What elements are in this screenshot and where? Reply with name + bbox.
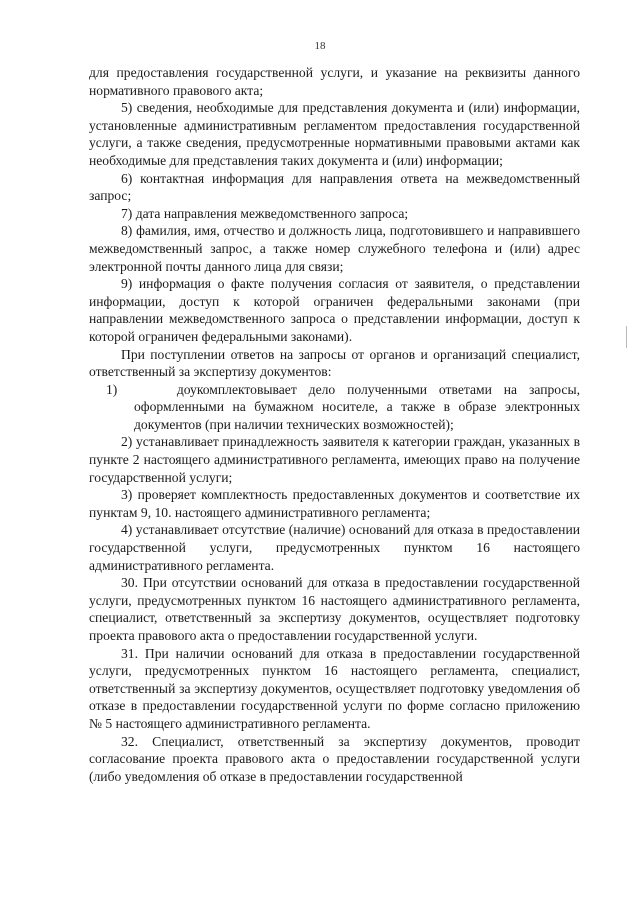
paragraph-item-5: 5) сведения, необходимые для представления документа и (или) информации, установленные административным регламентом предоставления государственной услуги, а также сведения, предусмотренные нормативными правовыми актами как необходимые для представления таких документа и (или) информации; (89, 100, 580, 168)
paragraph-item-6: 6) контактная информация для направления ответа на межведомственный запрос; (89, 170, 580, 204)
paragraph-item-8: 8) фамилия, имя, отчество и должность лица, подготовившего и направившего межведомственный запрос, а также номер служебного телефона и (или) адрес электронной почты данного лица для связи; (89, 223, 580, 274)
document-body (89, 64, 580, 785)
scan-mark (626, 326, 627, 348)
paragraph-item-7: 7) дата направления межведомственного запроса; (121, 205, 409, 221)
paragraph-item-9: 9) информация о факте получения согласия от заявителя, о представлении информации, доступ к которой ограничен федеральными законами (при направлении межведомственного запроса о представлении информации, доступ к которой ограничен федеральными законами). (89, 276, 580, 344)
paragraph-responses-intro: При поступлении ответов на запросы от органов и организаций специалист, ответственный за экспертизу документов: (89, 346, 580, 380)
paragraph-step-1: 1) доукомплектовывает дело полученными ответами на запросы, оформленными на бумажном носителе, а также в образе электронных документов (при наличии технических возможностей); (106, 381, 580, 432)
paragraph-32: 32. Специалист, ответственный за экспертизу документов, проводит согласование проекта правового акта о предоставлении государственной услуги (либо уведомления об отказе в предоставлении государственной (89, 733, 580, 784)
paragraph-step-2: 2) устанавливает принадлежность заявителя к категории граждан, указанных в пункте 2 настоящего административного регламента, имеющих право на получение государственной услуги; (89, 434, 580, 485)
page-number: 18 (314, 40, 326, 52)
paragraph-31: 31. При наличии оснований для отказа в предоставлении государственной услуги, предусмотренных пунктом 16 настоящего регламента, специалист, ответственный за экспертизу документов, осуществляет подготовку уведомления об отказе в предоставлении государственной услуги по форме согласно приложению № 5 настоящего административного регламента. (89, 645, 580, 731)
paragraph-step-3: 3) проверяет комплектность предоставленных документов и соответствие их пунктам 9, 10. настоящего административного регламента; (89, 487, 580, 520)
paragraph-step-4: 4) устанавливает отсутствие (наличие) оснований для отказа в предоставлении государственной услуги, предусмотренных пунктом 16 настоящего административного регламента. (89, 522, 580, 573)
paragraph-30: 30. При отсутствии оснований для отказа в предоставлении государственной услуги, предусмотренных пунктом 16 настоящего административного регламента, специалист, ответственный за экспертизу документов, осуществляет подготовку проекта правового акта о предоставлении государственной услуги. (89, 575, 580, 643)
paragraph-continuation: для предоставления государственной услуги, и указание на реквизиты данного нормативного правового акта; (89, 65, 580, 98)
